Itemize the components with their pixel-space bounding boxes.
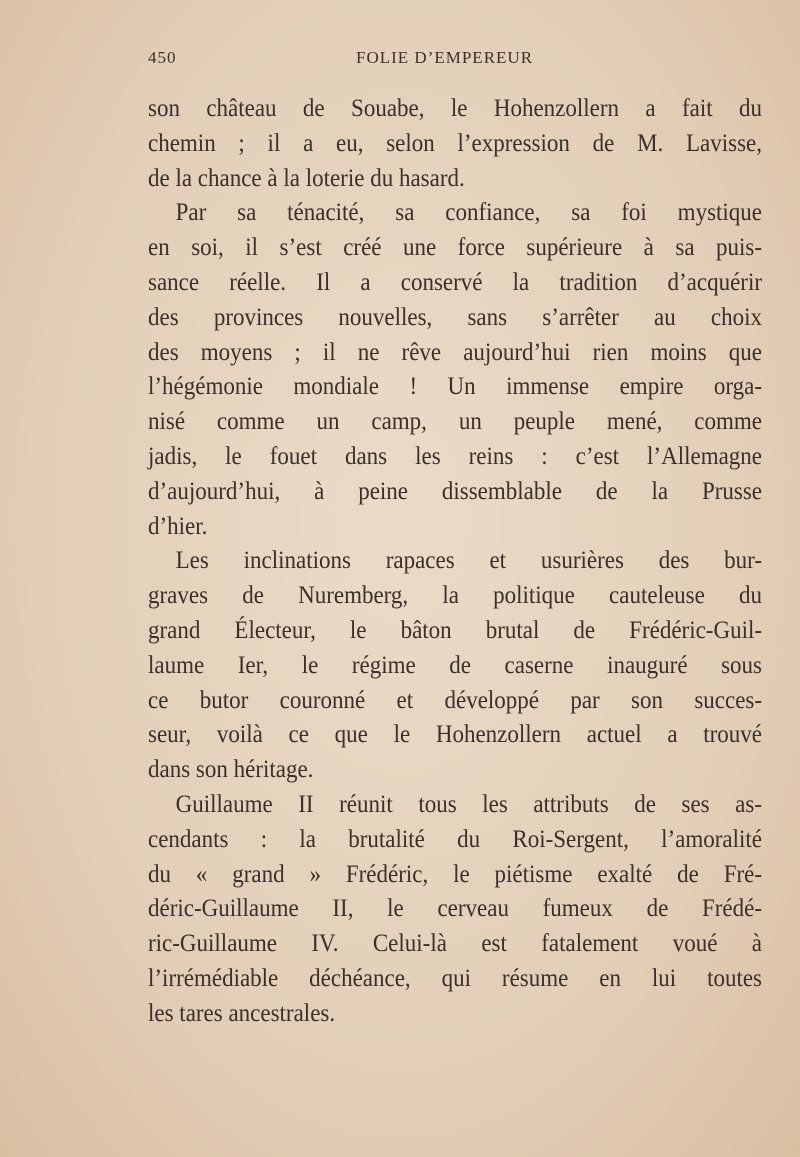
paragraph-first-line: Par sa ténacité, sa confiance, sa foi mystique — [175, 199, 763, 227]
paragraph-first-line: Les inclinations rapaces et usurières des bur- — [175, 547, 763, 575]
running-header — [148, 48, 762, 76]
text-line: grand Électeur, le bâton brutal de Frédéric-Guil- — [148, 616, 763, 644]
body-text — [148, 92, 762, 1032]
text-line: en soi, il s’est créé une force supérieure à sa puis- — [148, 234, 763, 262]
text-line: des moyens ; il ne rêve aujourd’hui rien moins que — [148, 338, 763, 366]
text-line: l’hégémonie mondiale ! Un immense empire orga- — [148, 373, 763, 401]
page-number: 450 — [148, 48, 177, 67]
text-line: cendants : la brutalité du Roi-Sergent, l’amoralité — [148, 825, 763, 853]
text-line: ric-Guillaume IV. Celui-là est fatalement voué à — [148, 930, 763, 958]
text-line: laume Ier, le régime de caserne inauguré sous — [148, 651, 763, 679]
paragraph-first-line: Guillaume II réunit tous les attributs de ses as- — [175, 790, 763, 818]
text-line: d’aujourd’hui, à peine dissemblable de la Prusse — [148, 477, 763, 505]
text-line: sance réelle. Il a conservé la tradition d’acquérir — [148, 268, 763, 296]
text-line: déric-Guillaume II, le cerveau fumeux de Frédé- — [148, 895, 763, 923]
text-line: d’hier. — [148, 512, 208, 540]
text-line: son château de Souabe, le Hohenzollern a fait du — [148, 95, 763, 122]
text-line: dans son héritage. — [148, 756, 314, 784]
text-line: des provinces nouvelles, sans s’arrêter au choix — [148, 303, 763, 331]
text-line: nisé comme un camp, un peuple mené, comme — [148, 408, 763, 436]
text-line: les tares ancestrales. — [148, 999, 336, 1027]
text-line: l’irrémédiable déchéance, qui résume en lui toutes — [148, 964, 763, 992]
text-line: chemin ; il a eu, selon l’expression de M. Lavisse, — [148, 129, 763, 157]
text-line: seur, voilà ce que le Hohenzollern actuel a trouvé — [148, 721, 763, 749]
text-line: de la chance à la loterie du hasard. — [148, 164, 465, 192]
text-line: graves de Nuremberg, la politique cauteleuse du — [148, 582, 763, 610]
text-line: du « grand » Frédéric, le piétisme exalté de Fré- — [148, 860, 763, 888]
running-title: FOLIE D’EMPEREUR — [356, 48, 534, 67]
text-line: ce butor couronné et développé par son succes- — [148, 686, 763, 714]
text-line: jadis, le fouet dans les reins : c’est l’Allemagne — [148, 442, 763, 470]
